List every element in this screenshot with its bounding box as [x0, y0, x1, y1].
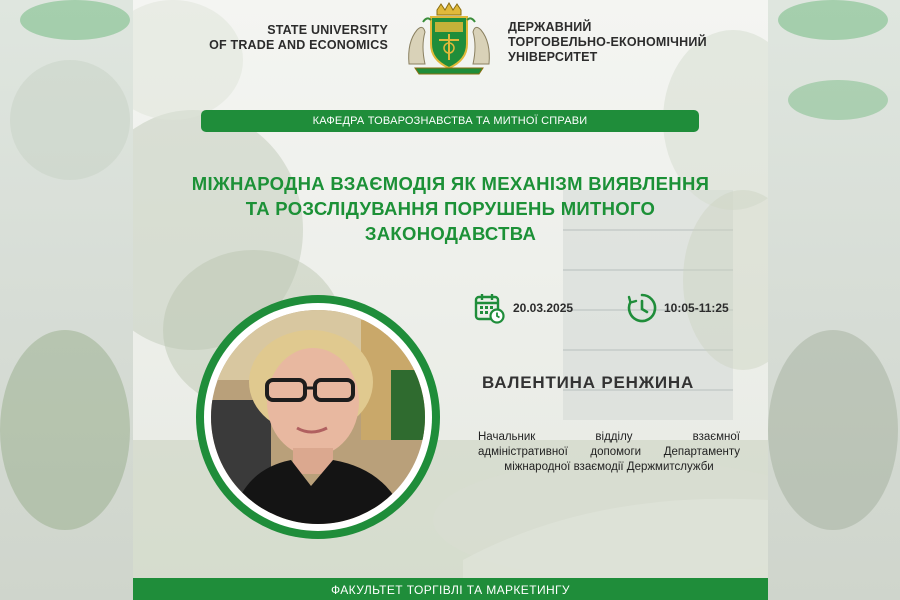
event-title-line1: МІЖНАРОДНА ВЗАЄМОДІЯ ЯК МЕХАНІЗМ ВИЯВЛЕННЯ: [191, 173, 710, 194]
faculty-banner: ФАКУЛЬТЕТ ТОРГІВЛІ ТА МАРКЕТИНГУ: [133, 578, 768, 600]
university-name-ua: [508, 20, 707, 65]
speaker-position-line3: міжнародної взаємодії Держмитслужби: [504, 461, 714, 473]
event-title: [173, 171, 728, 246]
event-time-text: 10:05-11:25: [664, 301, 729, 315]
campus-background-image: [133, 0, 768, 600]
header: [133, 0, 768, 90]
blurred-background-left: [0, 0, 133, 600]
clock-icon: [626, 292, 658, 324]
university-name-ua-line3: УНІВЕРСИТЕТ: [508, 50, 598, 64]
department-banner: КАФЕДРА ТОВАРОЗНАВСТВА ТА МИТНОЇ СПРАВИ: [201, 110, 699, 132]
speaker-name: ВАЛЕНТИНА РЕНЖИНА: [482, 373, 695, 392]
university-name-ua-line2: ТОРГОВЕЛЬНО-ЕКОНОМІЧНИЙ: [508, 35, 707, 49]
university-name-ua-line1: ДЕРЖАВНИЙ: [508, 20, 592, 34]
event-date-text: 20.03.2025: [513, 301, 574, 315]
university-crest-icon: [401, 2, 497, 76]
speaker-position-line1: Начальник відділу взаємної: [478, 431, 740, 443]
speaker-position-line2: адміністративної допомоги Департаменту: [478, 446, 740, 458]
university-name-en-line1: STATE UNIVERSITY: [267, 23, 388, 37]
speaker-photo: [211, 310, 425, 524]
university-name-en-line2: OF TRADE AND ECONOMICS: [209, 38, 388, 52]
calendar-icon: [473, 292, 505, 324]
university-name-en: [209, 23, 388, 53]
blurred-background-right: [768, 0, 900, 600]
event-title-line3: ЗАКОНОДАВСТВА: [364, 223, 537, 244]
event-poster: [133, 0, 768, 600]
event-title-line2: ТА РОЗСЛІДУВАННЯ ПОРУШЕНЬ МИТНОГО: [245, 198, 656, 219]
speaker-photo-frame: [196, 295, 440, 539]
speaker-position: [478, 430, 740, 475]
